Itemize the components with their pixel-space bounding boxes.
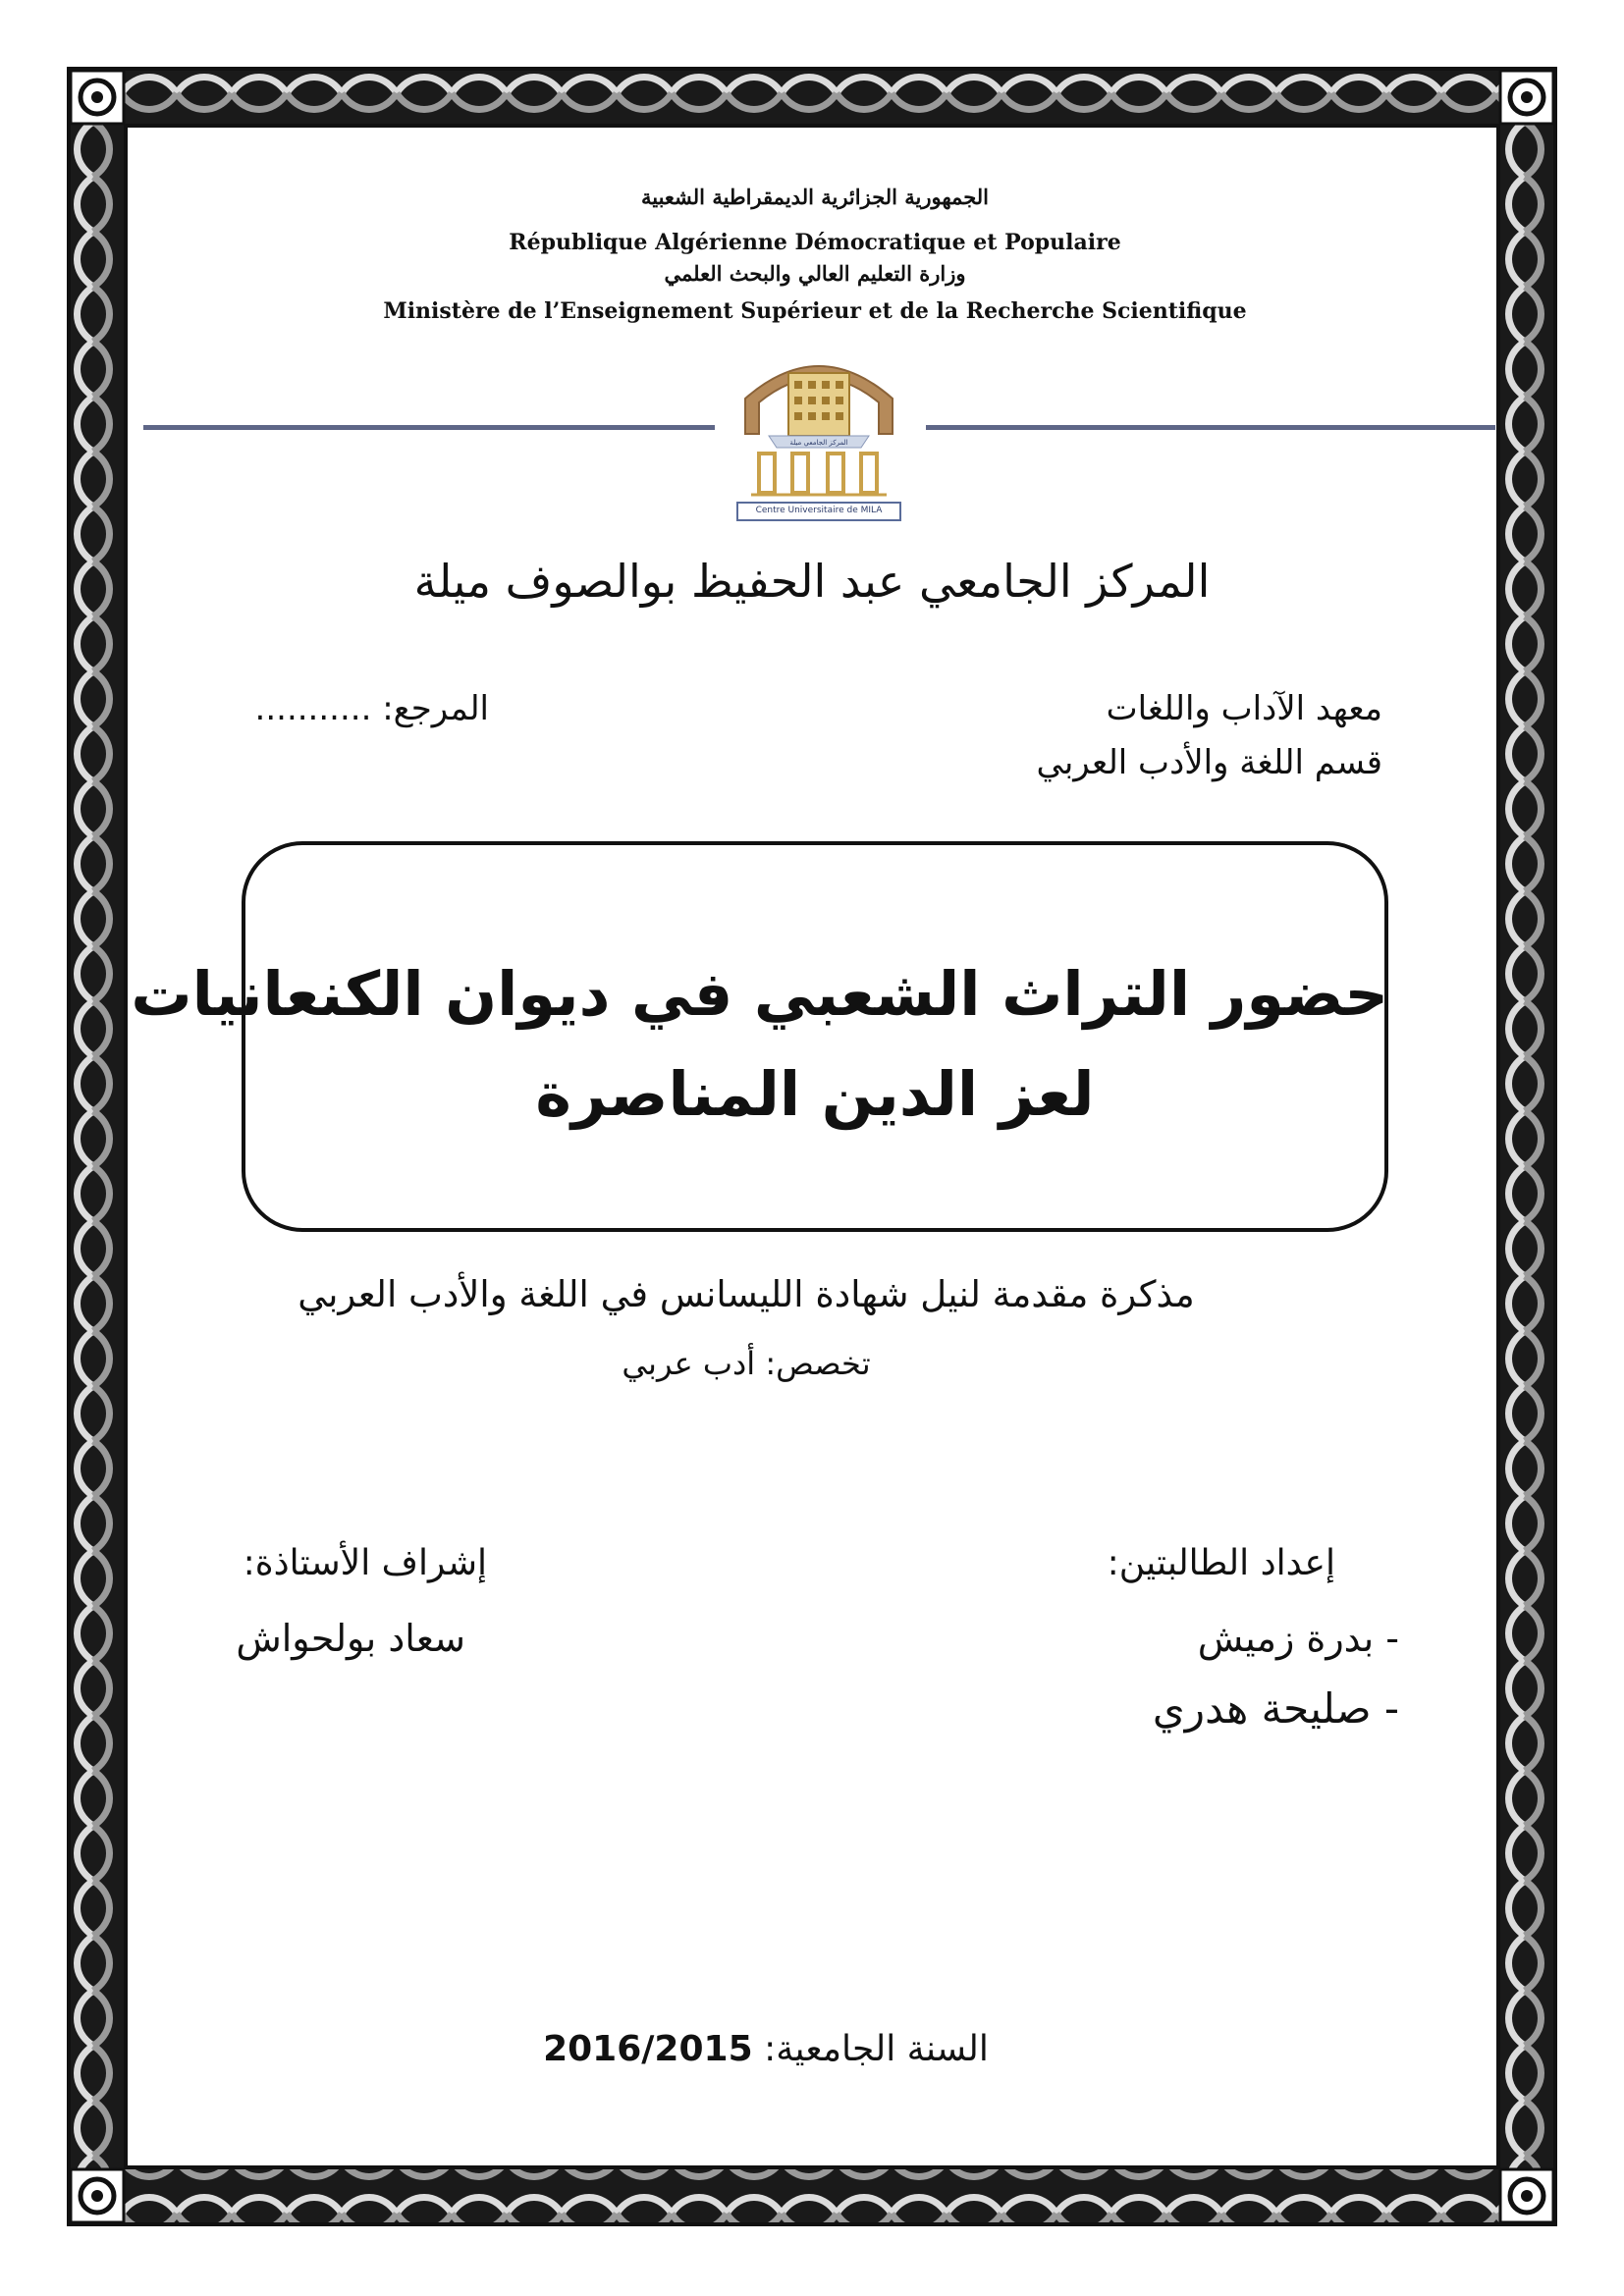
thesis-title-box xyxy=(131,841,1388,1232)
corner-ornament-icon xyxy=(71,2169,124,2222)
border-top xyxy=(124,71,1500,124)
reference-number: المرجع: ........... xyxy=(254,689,489,728)
corner-ornament-icon xyxy=(1500,71,1553,124)
corner-ornament-icon xyxy=(1500,2169,1553,2222)
degree-note: مذكرة مقدمة لنيل شهادة الليسانس في اللغة والأدب العربي xyxy=(298,1273,1195,1315)
logo-caption: Centre Universitaire de MILA xyxy=(755,506,883,515)
academic-year xyxy=(511,2029,1021,2069)
ministry-name-fr: Ministère de l’Enseignement Supérieur et de la Recherche Scientifique xyxy=(383,298,1247,324)
header-separator-left xyxy=(143,425,715,430)
student-name: - صليحة هدري xyxy=(1152,1684,1399,1733)
ministry-name-ar: وزارة التعليم العالي والبحث العلمي xyxy=(664,261,966,286)
department-name: قسم اللغة والأدب العربي xyxy=(1036,743,1382,782)
corner-ornament-icon xyxy=(71,71,124,124)
students-label: إعداد الطالبتين: xyxy=(1107,1543,1335,1583)
academic-year-value: 2016/2015 xyxy=(543,2029,753,2069)
border-bottom xyxy=(124,2169,1500,2222)
republic-name-fr: République Algérienne Démocratique et Populaire xyxy=(509,230,1121,255)
university-logo xyxy=(731,340,906,524)
thesis-title-line2: لعز الدين المناصرة xyxy=(535,1058,1095,1130)
specialty: تخصص: أدب عربي xyxy=(622,1345,871,1382)
svg-text:المركز الجامعي ميلة: المركز الجامعي ميلة xyxy=(789,439,848,447)
header-separator-right xyxy=(926,425,1495,430)
thesis-title-line1: حضور التراث الشعبي في ديوان الكنعانيات xyxy=(131,958,1388,1030)
institute-name: معهد الآداب واللغات xyxy=(1106,689,1382,728)
academic-year-label: السنة الجامعية: xyxy=(764,2029,989,2069)
supervisor-label: إشراف الأستاذة: xyxy=(243,1543,487,1583)
border-right xyxy=(1500,124,1553,2169)
border-left xyxy=(71,124,124,2169)
institution-name: المركز الجامعي عبد الحفيظ بوالصوف ميلة xyxy=(413,555,1211,608)
supervisor-name: سعاد بولحواش xyxy=(236,1617,465,1660)
student-name: - بدرة زميش xyxy=(1197,1617,1399,1660)
republic-name-ar: الجمهورية الجزائرية الديمقراطية الشعبية xyxy=(640,185,989,209)
